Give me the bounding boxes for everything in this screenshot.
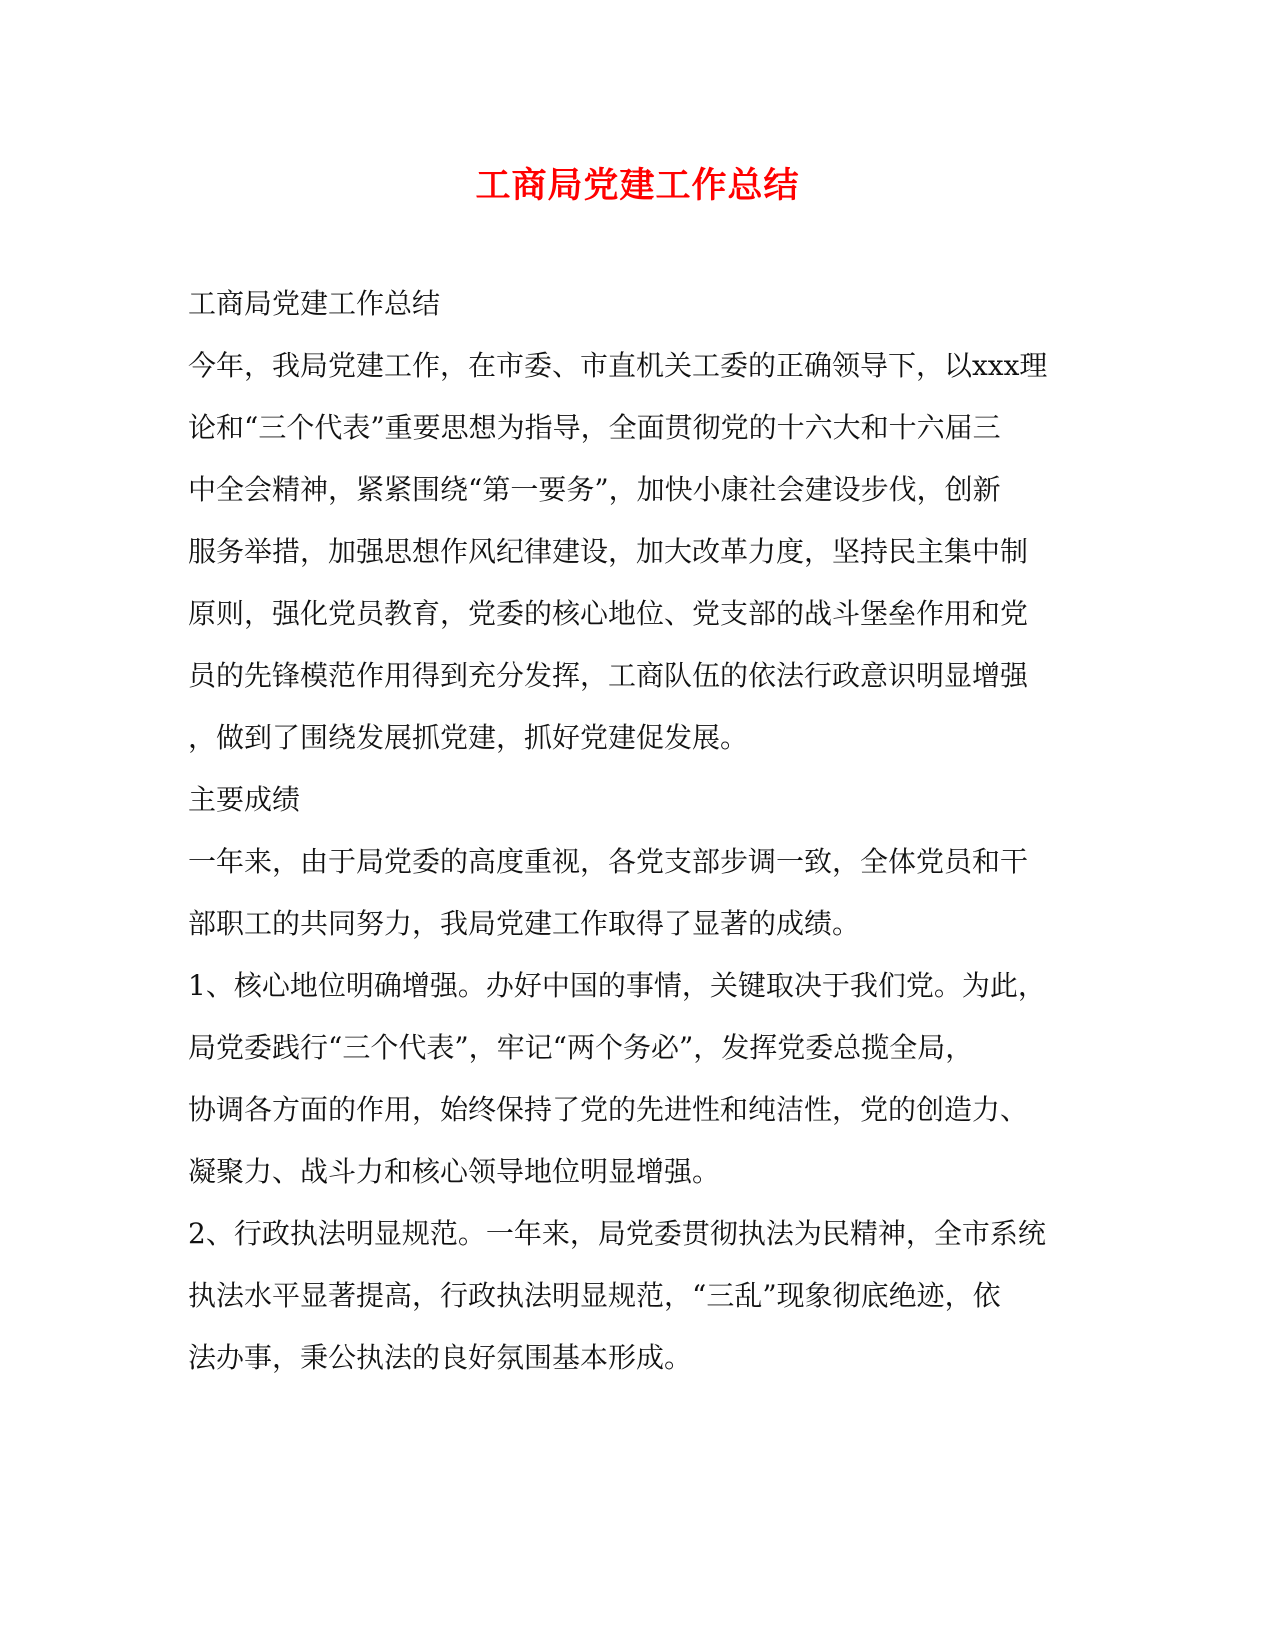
body-line: 执法水平显著提高，行政执法明显规范，“三乱”现象彻底绝迹，依 (188, 1279, 1001, 1312)
body-line: 员的先锋模范作用得到充分发挥，工商队伍的依法行政意识明显增强 (188, 659, 1029, 692)
body-line: 工商局党建工作总结 (188, 287, 441, 320)
body-line: ，做到了围绕发展抓党建，抓好党建促发展。 (188, 721, 749, 754)
body-line: 法办事，秉公执法的良好氛围基本形成。 (188, 1341, 693, 1374)
body-line: 部职工的共同努力，我局党建工作取得了显著的成绩。 (188, 907, 861, 940)
document-title: 工商局党建工作总结 (475, 165, 800, 206)
body-line: 一年来，由于局党委的高度重视，各党支部步调一致，全体党员和干 (188, 845, 1029, 878)
body-line: 原则，强化党员教育，党委的核心地位、党支部的战斗堡垒作用和党 (188, 597, 1029, 630)
body-line: 2、行政执法明显规范。一年来，局党委贯彻执法为民精神，全市系统 (188, 1217, 1046, 1250)
body-line: 服务举措，加强思想作风纪律建设，加大改革力度，坚持民主集中制 (188, 535, 1029, 568)
document-body (188, 273, 1088, 1389)
body-line: 局党委践行“三个代表”，牢记“两个务必”，发挥党委总揽全局， (188, 1031, 974, 1064)
body-line: 论和“三个代表”重要思想为指导，全面贯彻党的十六大和十六届三 (188, 411, 1001, 444)
body-line: 中全会精神，紧紧围绕“第一要务”，加快小康社会建设步伐，创新 (188, 473, 1001, 506)
body-line: 1、核心地位明确增强。办好中国的事情，关键取决于我们党。为此， (188, 969, 1046, 1002)
body-line: 凝聚力、战斗力和核心领导地位明显增强。 (188, 1155, 721, 1188)
body-line: 协调各方面的作用，始终保持了党的先进性和纯洁性，党的创造力、 (188, 1093, 1029, 1126)
section-heading: 主要成绩 (188, 783, 301, 816)
body-line: 今年，我局党建工作，在市委、市直机关工委的正确领导下，以xxx理 (188, 349, 1048, 382)
